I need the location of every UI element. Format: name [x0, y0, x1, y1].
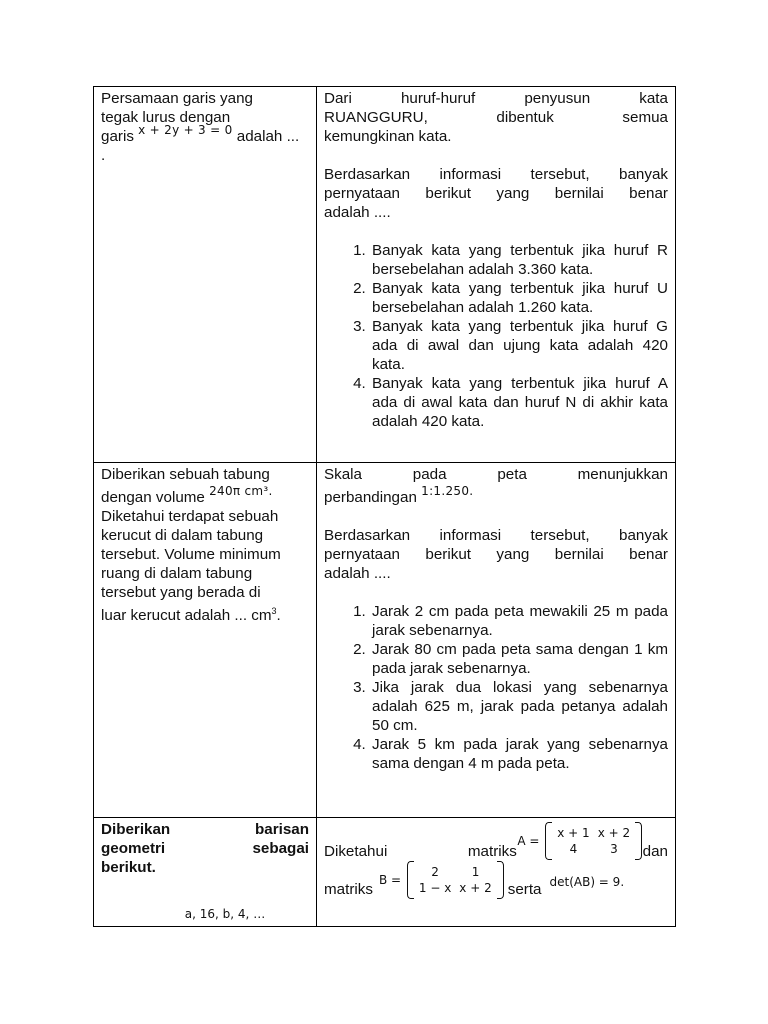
- table-row: [94, 463, 676, 818]
- list-item: 4. Jarak 5 km pada jarak yang sebenarnya sama dengan 4 m pada peta.: [370, 735, 668, 773]
- list-item: 3. Banyak kata yang terbentuk jika huruf G ada di awal dan ujung kata adalah 420 kata.: [370, 317, 668, 374]
- list-item: 4. Banyak kata yang terbentuk jika huruf A ada di awal kata dan huruf N di akhir kata adalah 420 kata.: [370, 374, 668, 431]
- info-line: Berdasarkan informasi tersebut, banyak: [324, 166, 668, 183]
- intro-line: Skala pada peta menunjukkan: [324, 466, 668, 483]
- question-text: Persamaan garis yang: [101, 90, 253, 107]
- info-line: pernyataan berikut yang bernilai benar: [324, 185, 668, 202]
- matrix-a: A = x + 1 x + 2 4 3: [517, 822, 642, 860]
- determinant-expression: det(AB) = 9.: [549, 874, 625, 889]
- question-cell-perpendicular-line: [94, 87, 317, 463]
- scale-expression: 1:1.250.: [421, 484, 474, 498]
- intro-line: Dari huruf-huruf penyusun kata: [324, 90, 668, 107]
- question-text: .: [101, 147, 106, 164]
- list-item: 2. Jarak 80 cm pada peta sama dengan 1 km pada jarak sebenarnya.: [370, 640, 668, 678]
- statement-list: [324, 241, 668, 431]
- question-cell-map-scale: Skala pada peta menunjukkan perbandingan $^{1:1.250.}$ Berdasarkan informasi tersebut, banyak pernyataan berikut yang bernilai benar adalah .... 1. Jarak 2 cm pada peta mewakili 25 m pada jarak sebenarnya. 2. Jarak 80 cm pada peta sama dengan 1 km pada jarak sebenarnya. 3. Jika jarak dua lokasi yang sebenarnya adalah 625 m, jarak pada petanya adalah 50 cm. 4. Jarak 5 km pada jarak yang sebenarnya sama dengan 4 m pada peta.: [317, 463, 676, 818]
- question-cell-ruangguru: [317, 87, 676, 463]
- sequence-expression: a, 16, b, 4, …: [184, 907, 266, 921]
- line-equation: x + 2y + 3 = 0: [138, 123, 233, 137]
- table-row: [94, 87, 676, 463]
- intro-line: kemungkinan kata.: [324, 128, 452, 145]
- statement-list: [324, 602, 668, 773]
- intro-line: RUANGGURU, dibentuk semua: [324, 109, 668, 126]
- list-item: 3. Jika jarak dua lokasi yang sebenarnya adalah 625 m, jarak pada petanya adalah 50 cm.: [370, 678, 668, 735]
- volume-expression: 240π cm³.: [209, 484, 273, 498]
- question-text: garis: [101, 128, 134, 145]
- question-text: tegak lurus dengan: [101, 109, 231, 126]
- question-cell-geometric-sequence: Diberikan barisan geometri sebagai berikut. a, 16, b, 4, …: [94, 818, 317, 927]
- info-line: adalah ....: [324, 204, 391, 221]
- question-cell-cylinder: Diberikan sebuah tabung dengan volume $^{240\pi cm^3.}$ Diketahui terdapat sebuah kerucut di dalam tabung tersebut. Volume minimum ruang di dalam tabung tersebut yang berada di luar kerucut adalah ... $cm^3$.: [94, 463, 317, 818]
- question-text: adalah ...: [236, 128, 300, 145]
- questions-table: [93, 86, 676, 927]
- list-item: 1. Jarak 2 cm pada peta mewakili 25 m pada jarak sebenarnya.: [370, 602, 668, 640]
- matrix-b: B = 2 1 1 − x x + 2: [379, 861, 504, 899]
- table-row: [94, 818, 676, 927]
- question-cell-matrix: Diketahui matriks A = x + 1 x + 2 4 3 dan matriks B = 2 1 1 − x x + 2 serta det(AB) = 9.: [317, 818, 676, 927]
- list-item: 2. Banyak kata yang terbentuk jika huruf U bersebelahan adalah 1.260 kata.: [370, 279, 668, 317]
- list-item: 1. Banyak kata yang terbentuk jika huruf R bersebelahan adalah 3.360 kata.: [370, 241, 668, 279]
